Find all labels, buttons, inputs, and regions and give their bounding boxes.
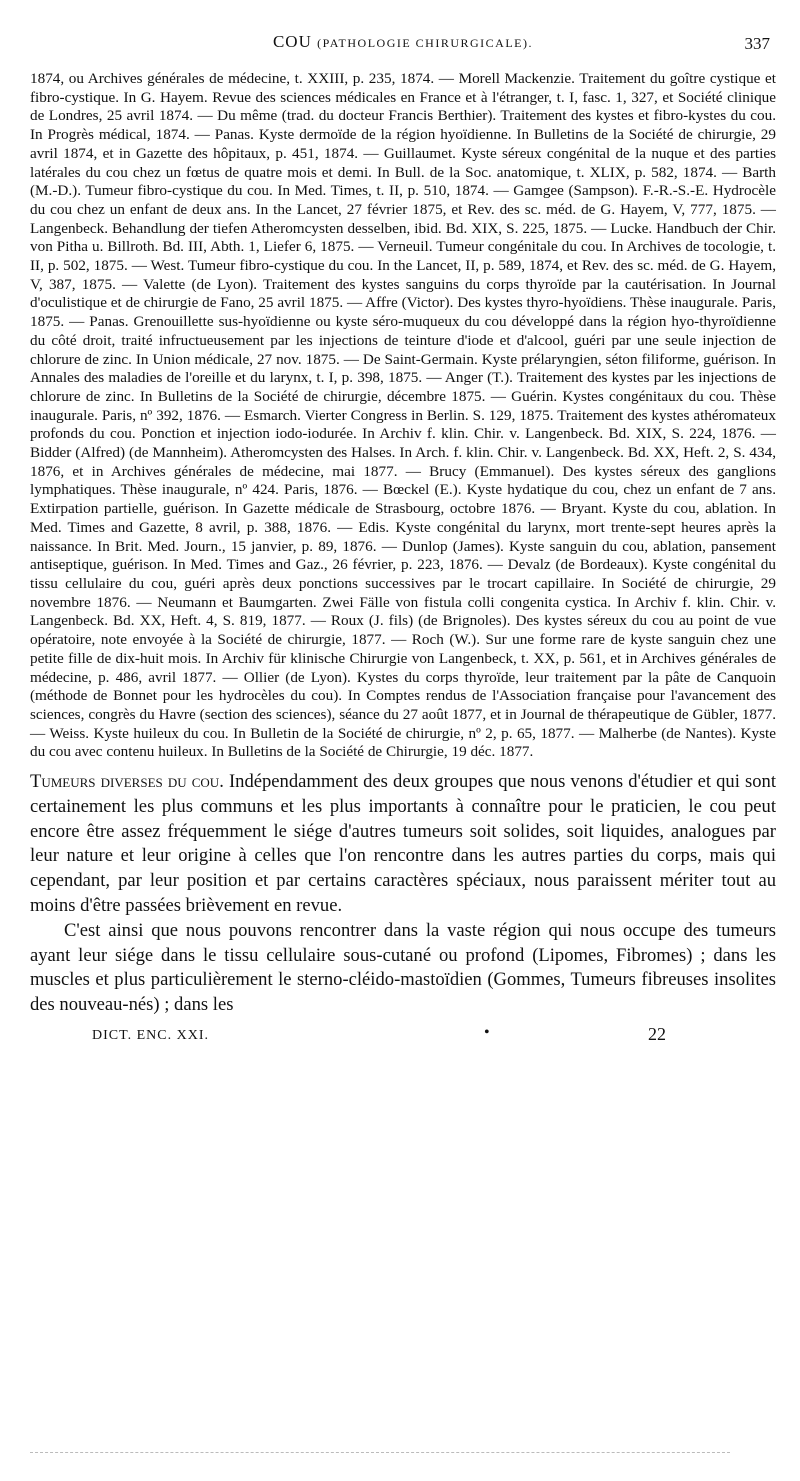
main-text — [30, 770, 776, 1018]
page-footer — [30, 1024, 776, 1054]
section-paragraph-2: C'est ainsi que nous pouvons rencontrer dans la vaste région qui nous occupe des tumeurs ayant leur siége dans le tissu cellulaire sous-cutané ou profond (Lipomes, Fibromes) ; dans les muscles et plus particulièrement le sterno-cléido-mastoïdien (Gommes, Tumeurs fibreuses insolites des nouveau-nés) ; dans les — [30, 919, 776, 1016]
section-paragraph-1 — [30, 770, 776, 919]
signature-mark: DICT. ENC. XXI. — [92, 1027, 210, 1043]
page-header — [30, 28, 776, 64]
page-number: 337 — [744, 34, 770, 53]
sheet-number: 22 — [648, 1023, 666, 1044]
section-heading: Tumeurs diverses du cou. — [30, 771, 224, 793]
paragraph-1-text: Indépendamment des deux groupes que nous venons d'étudier et qui sont certainement les plus communs et les plus importants à connaître pour le praticien, le cou peut encore être assez fréquemment le siége d'autres tumeurs soit solides, soit liquides, analogues par leur nature et leur origine à celles que l'on rencontre dans les autres parties du corps, mais qui cependant, par leur position et par certains caractères spéciaux, nous paraissent mériter tout au moins d'être passées brièvement en revue. — [30, 771, 776, 916]
running-title-main: COU — [272, 32, 312, 51]
footer-dot: • — [484, 1023, 490, 1041]
bibliography-block — [30, 70, 776, 762]
document-page — [30, 28, 776, 1054]
running-title-sub: (PATHOLOGIE CHIRURGICALE). — [317, 36, 534, 50]
bibliography-text: 1874, ou Archives générales de médecine, t. XXIII, p. 235, 1874. — Morell Mackenzie. Traitement du goître cystique et fibro-cystique. In G. Hayem. Revue des sciences médicales en France et à l'étranger, t. I, fasc. 1, 327, et Société clinique de Londres, 25 avril 1874. — Du même (trad. du docteur Francis Berthier). Traitement des kystes et fibro-kystes du cou. In Progrès médical, 1874. — Panas. Kyste dermoïde de la région hyoïdienne. In Bulletins de la Société de chirurgie, 29 avril 1874, et in Gazette des hôpitaux, p. 451, 1874. — Guillaumet. Kyste séreux congénital de la nuque et des parties latérales du cou chez un fœtus de quatre mois et demi. In Bull. de la Soc. anatomique, t. XLIX, p. 582, 1874. — Barth (M.-D.). Tumeur fibro-cystique du cou. In Med. Times, t. II, p. 510, 1874. — Gamgee (Sampson). F.-R.-S.-E. Hydrocèle du cou chez un enfant de deux ans. In the Lancet, 27 février 1875, et Rev. des sc. méd. de G. Hayem, V, 777, 1875. — Langenbeck. Behandlung der tiefen Atheromcysten desselben, ibid. Bd. XIX, S. 225, 1875. — Lucke. Handbuch der Chir. von Pitha u. Billroth. Bd. III, Abth. 1, Liefer 6, 1875. — Verneuil. Tumeur congénitale du cou. In Archives de tocologie, t. II, p. 502, 1875. — West. Tumeur fibro-cystique du cou. In the Lancet, II, p. 589, 1874, et Rev. des sc. méd. de G. Hayem, V, 387, 1875. — Valette (de Lyon). Traitement des kystes sanguins du corps thyroïde par la cautérisation. In Journal d'oculistique et de chirurgie de Fano, 25 avril 1875. — Affre (Victor). Des kystes thyro-hyoïdiens. Thèse inaugurale. Paris, 1875. — Panas. Grenouillette sus-hyoïdienne ou kyste séro-muqueux du cou développé dans la région hyo-thyroïdienne du côté droit, traité infructueusement par les injections de teinture d'iode et d'alcool, guéri par une seule injection de chlorure de zinc. In Union médicale, 27 nov. 1875. — De Saint-Germain. Kyste prélaryngien, séton filiforme, guérison. In Annales des maladies de l'oreille et du larynx, t. I, p. 398, 1875. — Anger (T.). Traitement des kystes par les injections de chlorure de zinc. In Bulletins de la Société de chirurgie, décembre 1875. — Guérin. Kystes congénitaux du cou. Thèse inaugurale. Paris, nº 392, 1876. — Esmarch. Vierter Congress in Berlin. S. 129, 1875. Traitement des kystes athéromateux profonds du cou. Ponction et injection iodo-iodurée. In Archiv f. klin. Chir. v. Langenbeck. Bd. XIX, S. 224, 1876. — Bidder (Alfred) (de Mannheim). Atheromcysten des Halses. In Arch. f. klin. Chir. v. Langenbeck. Bd. XX, Heft. 2, S. 434, 1876, et in Archives générales de médecine, mai 1877. — Brucy (Emmanuel). Des kystes séreux des ganglions lymphatiques. Thèse inaugurale, nº 424. Paris, 1876. — Bœckel (E.). Kyste hydatique du cou, chez un enfant de 7 ans. Extirpation partielle, guérison. In Gazette médicale de Strasbourg, octobre 1876. — Bryant. Kyste du cou, ablation. In Med. Times and Gazette, 8 avril, p. 388, 1876. — Edis. Kyste congénital du larynx, mort trente-sept heures après la naissance. In Brit. Med. Journ., 15 janvier, p. 89, 1876. — Dunlop (James). Kyste sanguin du cou, ablation, pansement antiseptique, guérison. In Med. Times and Gaz., 26 février, p. 223, 1876. — Devalz (de Bordeaux). Kyste congénital du tissu cellulaire du cou, guéri après deux ponctions successives par le trocart capillaire. In Société de chirurgie, 29 novembre 1876. — Neumann et Baumgarten. Zwei Fälle von fistula colli congenita cystica. In Archiv f. klin. Chir. v. Langenbeck. Bd. XX, Heft. 4, S. 819, 1877. — Roux (J. fils) (de Brignoles). Des kystes séreux du cou au point de vue opératoire, note envoyée à la Société de chirurgie, 1877. — Roch (W.). Sur une forme rare de kyste sanguin chez une petite fille de dix-huit mois. In Archiv für klinische Chirurgie von Langenbeck, t. XX, p. 561, et in Archives générales de médecine, p. 486, avril 1877. — Ollier (de Lyon). Kystes du corps thyroïde, leur traitement par la pâte de Canquoin (méthode de Bonnet pour les hydrocèles du cou). In Comptes rendus de l'Association française pour l'avancement des sciences, congrès du Havre (section des sciences), séance du 27 août 1877, et in Journal de thérapeutique de Gübler, 1877. — Weiss. Kyste huileux du cou. In Bulletin de la Société de chirurgie, nº 2, p. 65, 1877. — Malherbe (de Nantes). Kyste du cou avec contenu huileux. In Bulletins de la Société de Chirurgie, 19 déc. 1877. — [30, 70, 776, 761]
running-title — [30, 32, 776, 52]
bottom-rule — [30, 1452, 730, 1453]
